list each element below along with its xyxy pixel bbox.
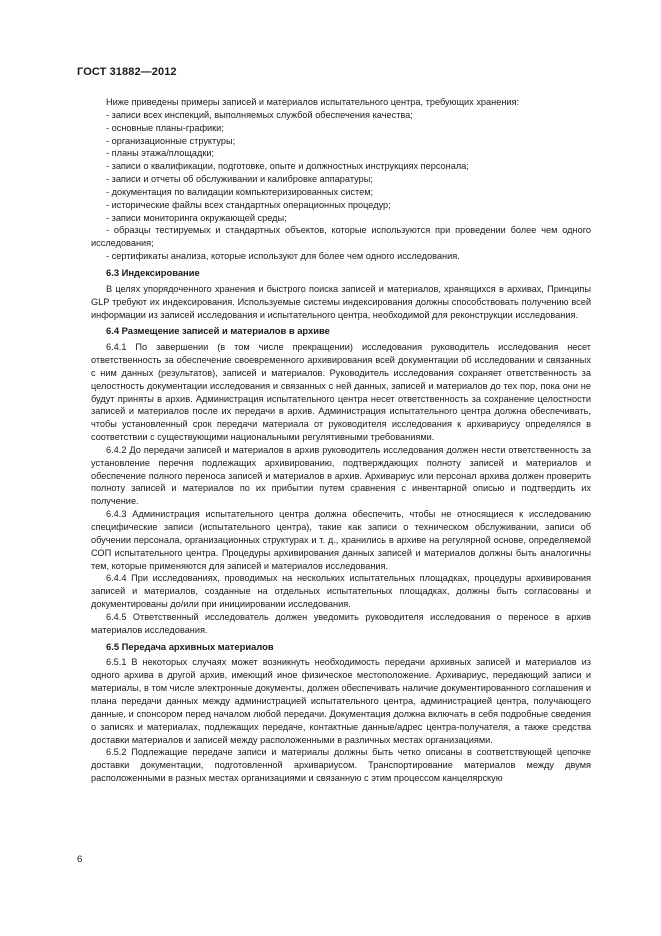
paragraph-6-4-5: 6.4.5 Ответственный исследователь должен уведомить руководителя исследования о переносе в архив материалов исследования. bbox=[91, 611, 591, 635]
list-item: - документация по валидации компьютеризированных систем; bbox=[106, 186, 374, 197]
paragraph-6-4-3: 6.4.3 Администрация испытательного центра должна обеспечить, чтобы не относящиеся к исследованию специфические записи (испытательного центра), такие как записи о техническом обслуживании, записи об обучении персонала, организационных структурах и т. д., хранились в архиве на регулярной основе, определяемой СОП испытательного центра. Процедуры архивирования данных записей и материалов должны быть аналогичны тем, которые применяются для записей и материалов исследования. bbox=[91, 509, 591, 571]
paragraph-6-5-2: 6.5.2 Подлежащие передаче записи и материалы должны быть четко описаны в соответствующей цепочке доставки документации, подготовленной архивариусом. Транспортирование материалов между двумя расположенными в разных местах организациями и связанную с этим процессом канцелярскую bbox=[91, 747, 591, 784]
paragraph-6-4-4: 6.4.4 При исследованиях, проводимых на нескольких испытательных площадках, процедуры архивирования записей и материалов, созданные на отдельных испытательных площадках, должны быть согласованы и документированы до/или при инициировании исследования. bbox=[91, 573, 591, 610]
page-body bbox=[91, 96, 591, 785]
list-item: - записи о квалификации, подготовке, опыте и должностных инструкциях персонала; bbox=[106, 161, 469, 172]
list-item: - записи и отчеты об обслуживании и калибровке аппаратуры; bbox=[106, 174, 373, 185]
document-code: ГОСТ 31882—2012 bbox=[77, 66, 177, 78]
paragraph-6-4-2: 6.4.2 До передачи записей и материалов в архив руководитель исследования должен нести ответственность за установление перечня подлежащих архивированию, подтверждающих полноту записей и материалов и обеспечение полного переноса записей и материалов в архив. Архивариус или персонал архива должен проверить полноту записей и материалов по их прибытии путем сравнения с инвентарной описью и подтвердить их получение. bbox=[91, 444, 591, 507]
section-heading-6-3: 6.3 Индексирование bbox=[106, 266, 200, 278]
list-item: - организационные структуры; bbox=[106, 135, 236, 146]
section-heading-6-4: 6.4 Размещение записей и материалов в архиве bbox=[106, 325, 330, 337]
list-item: - образцы тестируемых и стандартных объектов, которые используются при проведении более чем одного исследования; bbox=[91, 225, 591, 249]
section-heading-6-5: 6.5 Передача архивных материалов bbox=[106, 640, 274, 652]
list-item: - исторические файлы всех стандартных операционных процедур; bbox=[106, 199, 391, 210]
paragraph-6-5-1: 6.5.1 В некоторых случаях может возникнуть необходимость передачи архивных записей и материалов из одного архива в другой архив, имеющий иное физическое местоположение. Архивариус, передающий записи и материалы, в том числе электронные документы, должен обеспечивать наличие документированного соглашения и плана передачи данных между администрацией испытательного центра, администрацией центра, получающего данные, и спонсором перед началом любой передачи. Документация должна включать в себя подробные сведения о записях и материалах, подлежащих передаче, контактные данные/адрес центра-получателя, а также средства доставки материалов и записей между расположенными в различных местах организациями. bbox=[91, 657, 591, 745]
list-item: - сертификаты анализа, которые используют для более чем одного исследования. bbox=[106, 251, 460, 262]
list-item: - основные планы-графики; bbox=[106, 122, 224, 133]
intro-paragraph: Ниже приведены примеры записей и материалов испытательного центра, требующих хранения: bbox=[106, 97, 520, 107]
list-item: - планы этажа/площадки; bbox=[106, 148, 215, 159]
page-number: 6 bbox=[77, 854, 83, 865]
paragraph-6-3: В целях упорядоченного хранения и быстрого поиска записей и материалов, хранящихся в архивах, Принципы GLP требуют их индексирования. Используемые системы индексирования должны способствовать получению всей информации из записей исследования и испытательного центра, необходимой для реконструкции исследования. bbox=[91, 283, 591, 320]
list-item: - записи всех инспекций, выполняемых службой обеспечения качества; bbox=[106, 109, 413, 120]
list-item: - записи мониторинга окружающей среды; bbox=[106, 212, 287, 223]
paragraph-6-4-1: 6.4.1 По завершении (в том числе прекращении) исследования руководитель исследования несет ответственность за обеспечение своевременного архивирования всей документации об исследовании и связанных с ним данных (результатов), записей и материалов. Руководитель исследования сохраняет ответственность за целостность документации исследования и связанных с ней данных, записей и материалов до тех пор, пока они не будут приняты в архив. Администрация испытательного центра несет ответственность за сохранение целостности записей и материалов после их передачи в архив. Администрация испытательного центра должна обеспечивать, чтобы установленный срок передачи материала от руководителя исследования к архивариусу определялся в соответствии с существующими национальными регулятивными требованиями. bbox=[91, 342, 591, 443]
